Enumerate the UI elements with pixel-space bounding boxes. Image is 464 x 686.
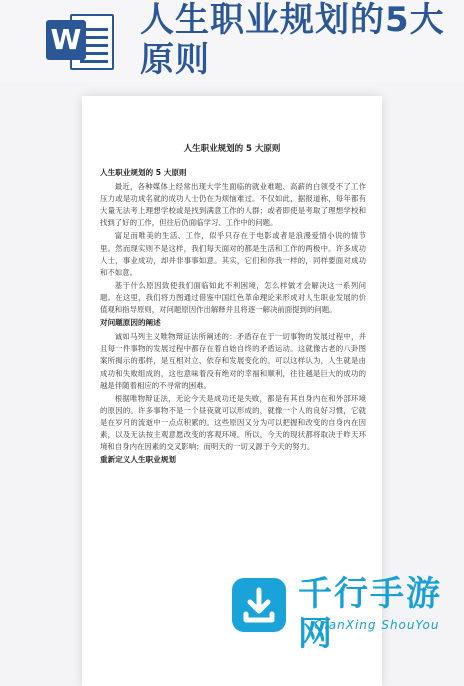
document-title: 人生职业规划的 5 大原则 [183,144,281,154]
watermark-name: 千行手游网 [298,574,442,654]
document-body [100,166,366,468]
download-logo-icon [232,578,286,632]
word-badge: W [46,20,86,60]
section-heading: 人生职业规划的 5 大原则 [100,168,187,177]
paragraph: 基于什么原因致使我们面临如此不利困境，怎么样做才会解决这一系列问题。在这里，我们将力图通过借鉴中国红色革命理论来形成对人生职业发展的价值观和指导原则，对问题原因作出解释并且将逐一解决前面提到的问题。 [100,280,366,315]
paragraph: 最近，各种媒体上经常出现大学生面临的就业难题、高薪的白领受不了工作压力或是功成名就的成功人士仍在为烦恼难过。不仅如此，据报道称，每年都有大量无法考上理想学校或是找到满意工作的人群；或者即使是考取了理想学校和找到了好的工作，但往后仍面临学习、工作中的问题。 [100,182,366,228]
paragraph: 富足而唯美的生活、工作，似乎只存在于电影或者是浪漫爱情小说的情节里。然而现实则不是这样，我们每天面对的都是生活和工作的两极中。许多成功人士，事业成功，却并非事事如意。其实，它们和你我一样的，同样要面对成功和不如意。 [100,231,366,277]
section-heading: 重新定义人生职业规划 [100,455,176,465]
paragraph: 根据唯物辩证法，无论今天是成功还是失败，都是有其自身内在和外部环境的原因的。许多事物不是一个昼夜就可以形成的，就像一个人的良好习惯，它就是在岁月的流逝中一点点积累的。这些原因又分为可以把握和改变的自身内在因素，以及无法按主观意愿改变的客观环境。所以，今天的现状都将取决于昨天环境和自身内在因素的交叉影响；而明天的一切又源于今天的努力。 [100,393,366,452]
site-watermark [230,572,460,654]
section-heading: 对问题原因的阐述 [100,318,161,328]
header-banner [0,0,464,82]
paragraph: 诚如马列主义唯物辩证法所阐述的：矛盾存在于一切事物的发展过程中，并且每一件事物的发展过程中都存在着自始自终的矛盾运动。这就像古老的八卦图案所揭示的那样，是互相对立、依存和发展变化的。可以这样认为，人生就是由成功和失败组成的，这也意味着没有绝对的幸福和顺利，往往越是巨大的成功的越是伴随着相应的不寻常的困难。 [100,332,366,390]
watermark-subtitle: QianXing ShouYou [314,618,440,632]
word-document-icon [46,10,116,74]
page-title: 人生职业规划的5大原则 [140,0,445,80]
